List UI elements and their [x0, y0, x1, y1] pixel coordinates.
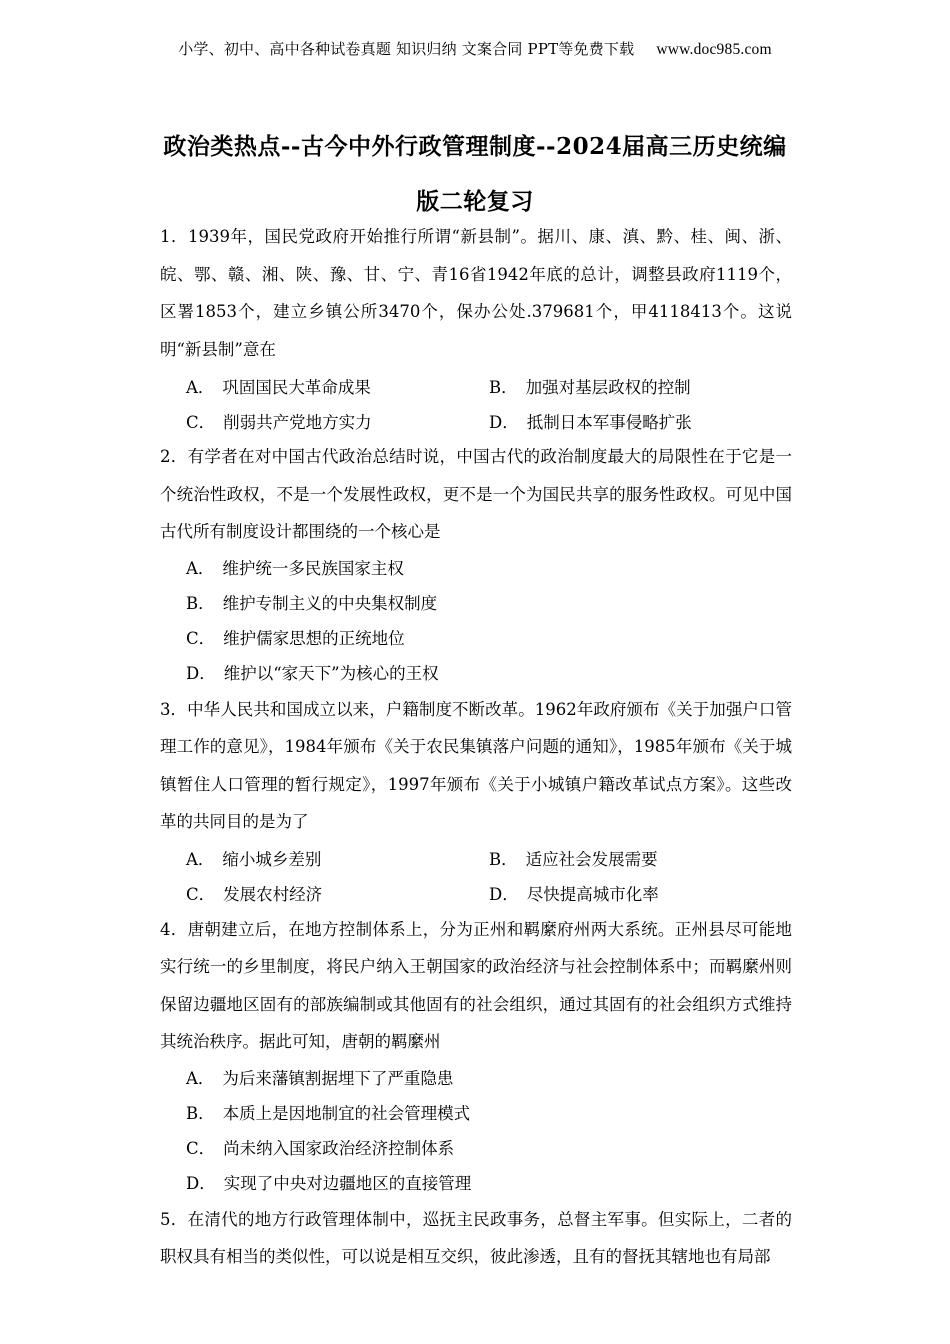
question-5 [160, 1201, 792, 1276]
option-c[interactable]: C． 削弱共产党地方实力 [186, 412, 372, 432]
option-a[interactable]: A． 为后来藩镇割据埋下了严重隐患 [186, 1068, 454, 1088]
option-c[interactable]: C． 尚未纳入国家政治经济控制体系 [186, 1138, 455, 1158]
question-list [160, 218, 792, 1276]
option-a[interactable]: A． 巩固国民大革命成果 [186, 377, 371, 397]
question-1 [160, 218, 792, 438]
question-4 [160, 911, 792, 1201]
option-d[interactable]: D． 抵制日本军事侵略扩张 [489, 412, 692, 432]
page-header [0, 38, 950, 59]
option-b[interactable]: B． 维护专制主义的中央集权制度 [186, 593, 438, 613]
question-stem: 5．在清代的地方行政管理体制中，巡抚主民政事务，总督主军事。但实际上，二者的职权具有相当的类似性，可以说是相互交织，彼此渗透，且有的督抚其辖地也有局部 [160, 1209, 792, 1266]
question-3 [160, 691, 792, 911]
question-2 [160, 438, 792, 691]
question-stem: 4．唐朝建立后，在地方控制体系上，分为正州和羁縻府州两大系统。正州县尽可能地实行统一的乡里制度，将民户纳入王朝国家的政治经济与社会控制体系中；而羁縻州则保留边疆地区固有的部族编制或其他固有的社会组织，通过其固有的社会组织方式维持其统治秩序。据此可知，唐朝的羁縻州 [160, 919, 792, 1051]
option-c[interactable]: C． 发展农村经济 [186, 885, 323, 904]
options-row [186, 403, 792, 438]
question-stem: 1．1939年，国民党政府开始推行所谓“新县制”。据川、康、滇、黔、桂、闽、浙、皖、鄂、赣、湘、陕、豫、甘、宁、青16省1942年底的总计，调整县政府1119个，区署1853个，建立乡镇公所3470个，保办公处.379681个，甲4118413个。这说明“新县制”意在 [160, 227, 792, 359]
header-site-link[interactable]: www.doc985.com [656, 41, 772, 58]
question-stem: 2．有学者在对中国古代政治总结时说，中国古代的政治制度最大的局限性在于它是一个统治性政权，不是一个发展性政权，更不是一个为国民共享的服务性政权。可见中国古代所有制度设计都围绕的一个核心是 [160, 447, 792, 541]
document-title-line-2: 版二轮复习 [416, 188, 534, 215]
options-row [186, 876, 792, 911]
document-title-line-1: 政治类热点--古今中外行政管理制度--2024届高三历史统编 [163, 133, 787, 160]
option-c[interactable]: C． 维护儒家思想的正统地位 [186, 628, 405, 648]
option-b[interactable]: B． 本质上是因地制宜的社会管理模式 [186, 1103, 471, 1123]
option-a[interactable]: A． 维护统一多民族国家主权 [186, 558, 404, 578]
option-d[interactable]: D． 维护以“家天下”为核心的王权 [186, 663, 439, 683]
option-d[interactable]: D． 实现了中央对边疆地区的直接管理 [186, 1173, 472, 1193]
option-a[interactable]: A． 缩小城乡差别 [186, 850, 322, 869]
option-d[interactable]: D． 尽快提高城市化率 [489, 885, 659, 904]
option-b[interactable]: B． 加强对基层政权的控制 [489, 377, 691, 397]
option-b[interactable]: B． 适应社会发展需要 [489, 850, 658, 869]
options-row [186, 368, 792, 403]
header-banner: 小学、初中、高中各种试卷真题 知识归纳 文案合同 PPT等免费下载 [178, 40, 635, 58]
options-row [186, 841, 792, 876]
question-stem: 3．中华人民共和国成立以来，户籍制度不断改革。1962年政府颁布《关于加强户口管理工作的意见》，1984年颁布《关于农民集镇落户问题的通知》，1985年颁布《关于城镇暂住人口管理的暂行规定》，1997年颁布《关于小城镇户籍改革试点方案》。这些改革的共同目的是为了 [160, 699, 792, 831]
